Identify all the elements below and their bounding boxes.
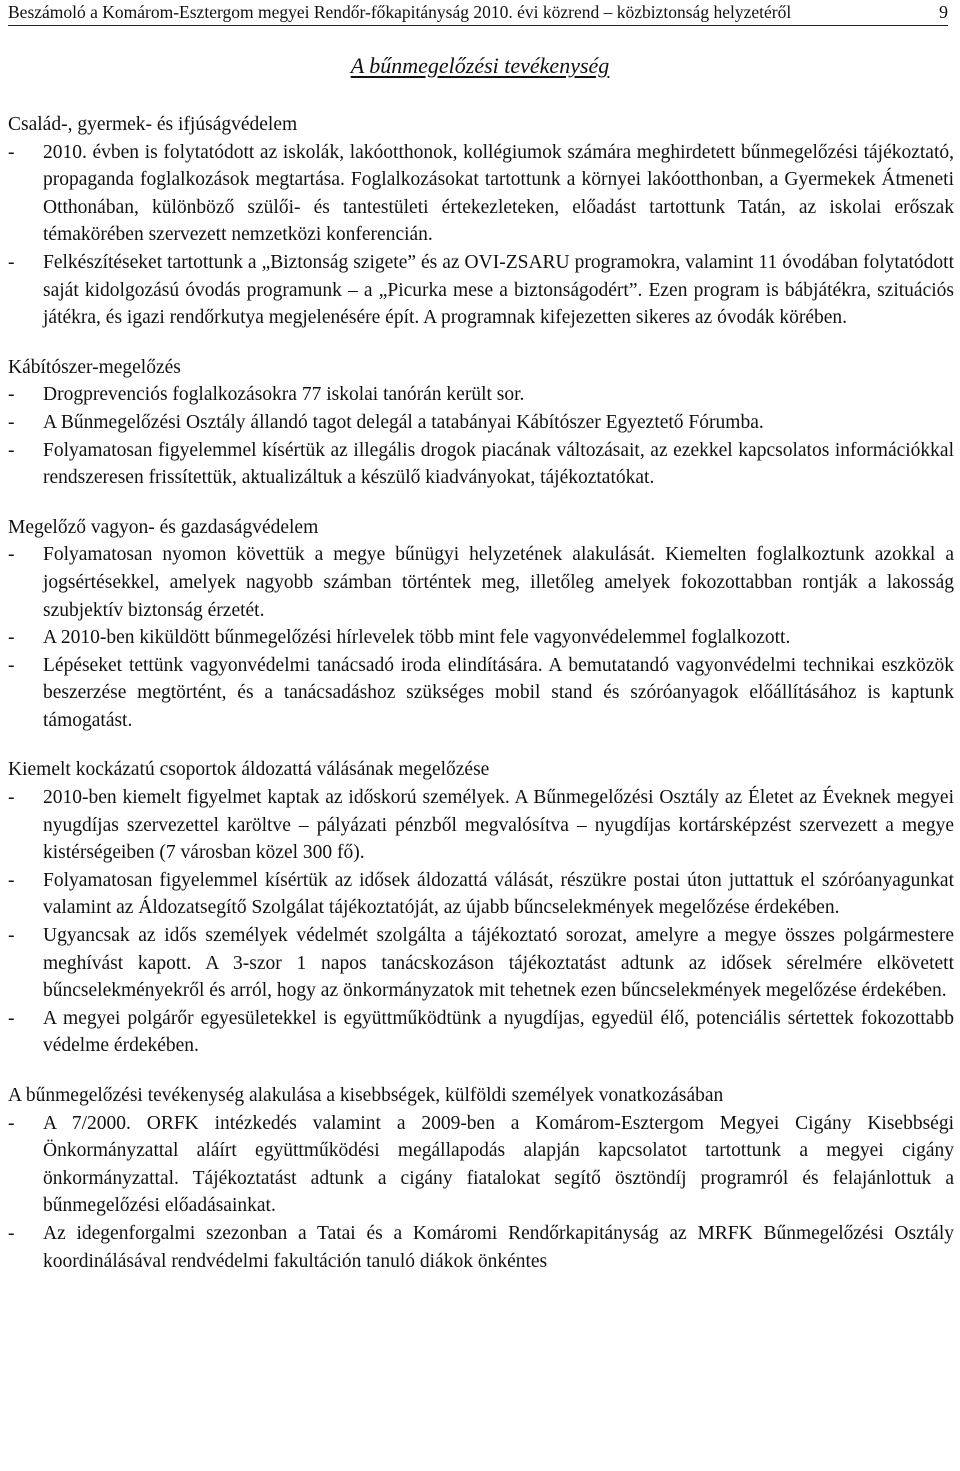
page-number: 9 [939, 2, 948, 22]
list-item [8, 652, 954, 735]
list-item-text: Lépéseket tettünk vagyonvédelmi tanácsadó iroda elindítására. A bemutatandó vagyonvédelmi technikai eszközök beszerzése megtörtént, és a tanácsadáshoz szükséges mobil stand és szóróanyagok előállításához is kaptunk támogatást. [43, 654, 954, 731]
section [8, 111, 954, 332]
section [8, 514, 954, 735]
list-item [8, 922, 954, 1005]
list-item [8, 139, 954, 249]
bullet-dash: - [8, 869, 15, 891]
page-header [8, 1, 948, 25]
list-item-text: Folyamatosan figyelemmel kísértük az idősek áldozattá válását, részükre postai úton juttattuk el szóróanyagunkat valamint az Áldozatsegítő Szolgálat tájékoztatóját, az újabb bűncselekmények megelőzése érdekében. [43, 869, 954, 919]
list-item [8, 541, 954, 624]
section [8, 354, 954, 492]
list-item-text: Drogprevenciós foglalkozásokra 77 iskolai tanórán került sor. [43, 384, 525, 406]
section-title: A bűnmegelőzési tevékenység alakulása a kisebbségek, külföldi személyek vonatkozásában [8, 1085, 724, 1106]
section-title: Család-, gyermek- és ifjúságvédelem [8, 114, 298, 135]
section [8, 1082, 954, 1275]
bullet-dash: - [8, 141, 15, 163]
bullet-dash: - [8, 925, 15, 947]
bullet-dash: - [8, 627, 15, 649]
section-title: Megelőző vagyon- és gazdaságvédelem [8, 516, 319, 538]
list-item-text: A 7/2000. ORFK intézkedés valamint a 2009-ben a Komárom-Esztergom Megyei Cigány Kisebbségi Önkormányzattal aláírt együttműködési megállapodás alapján kapcsolatot tartottunk a megyei cigány önkormányzattal. Tájékoztatást adtunk a cigány fiatalokat segítő ösztöndíj programról és felajánlottuk a bűnmegelőzési előadásainkat. [43, 1112, 954, 1217]
list-item [8, 784, 954, 867]
list-item [8, 381, 954, 409]
bullet-dash: - [8, 384, 15, 406]
list-item-text: 2010-ben kiemelt figyelmet kaptak az időskorú személyek. A Bűnmegelőzési Osztály az Életet az Éveknek megyei nyugdíjas szervezettel karöltve – pályázati pénzből megvalósítva – nyugdíjas kortársképzést szervezett a megye kistérségeiben (7 városban közel 300 fő). [43, 787, 954, 864]
list-item [8, 1220, 954, 1275]
list-item-text: Folyamatosan nyomon követtük a megye bűnügyi helyzetének alakulását. Kiemelten foglalkoztunk azokkal a jogsértésekkel, amelyek nagyobb számban történtek meg, illetőleg amelyek fokozottabban rontják a lakosság szubjektív biztonság érzetét. [43, 544, 954, 621]
bullet-dash: - [8, 1222, 15, 1244]
list-item-text: Folyamatosan figyelemmel kísértük az illegális drogok piacának változásait, az ezekkel kapcsolatos információkkal rendszeresen frissítettük, aktualizáltuk a készülő kiadványokat, tájékoztatókat. [43, 439, 954, 489]
bullet-dash: - [8, 787, 15, 809]
bullet-dash: - [8, 411, 15, 433]
section-title: Kábítószer-megelőzés [8, 356, 181, 378]
list-item [8, 624, 954, 652]
bullet-dash: - [8, 1112, 15, 1134]
bullet-dash: - [8, 654, 15, 676]
chapter-heading [0, 52, 960, 80]
section-title: Kiemelt kockázatú csoportok áldozattá válásának megelőzése [8, 759, 490, 781]
bullet-dash: - [8, 1007, 15, 1029]
bullet-dash: - [8, 251, 15, 273]
document-body [8, 111, 954, 1275]
list-item-text: A megyei polgárőr egyesületekkel is együttműködtünk a nyugdíjas, egyedül élő, potenciális sértettek fokozottabb védelme érdekében. [43, 1007, 954, 1057]
bullet-dash: - [8, 439, 15, 461]
list-item-text: 2010. évben is folytatódott az iskolák, lakóotthonok, kollégiumok számára meghirdetett bűnmegelőzési tájékoztató, propaganda foglalkozások megtartása. Foglalkozásokat tartottunk a környei lakóotthonban, a Gyermekek Átmeneti Otthonában, különböző szülői- és tantestületi értekezleteken, előadást tartottunk Tatán, az iskolai erőszak témakörében szervezett nemzetközi konferencián. [43, 141, 954, 246]
list-item [8, 437, 954, 492]
list-item-text: Ugyancsak az idős személyek védelmét szolgálta a tájékoztató sorozat, amelyre a megye összes polgármestere meghívást kapott. A 3-szor 1 napos tanácskozáson tájékoztatást adtunk az idősek sérelmére elkövetett bűncselekményekről és arról, hogy az önkormányzatok mit tehetnek ezen bűncselekmények megelőzése érdekében. [43, 925, 954, 1002]
list-item [8, 867, 954, 922]
list-item-text: A Bűnmegelőzési Osztály állandó tagot delegál a tatabányai Kábítószer Egyeztető Fórumba. [43, 411, 764, 433]
header-rule [8, 25, 948, 26]
list-item [8, 409, 954, 437]
list-item [8, 1005, 954, 1060]
list-item [8, 1110, 954, 1220]
list-item-text: A 2010-ben kiküldött bűnmegelőzési hírlevelek több mint fele vagyonvédelemmel foglalkozott. [43, 627, 791, 649]
list-item-text: Az idegenforgalmi szezonban a Tatai és a Komáromi Rendőrkapitányság az MRFK Bűnmegelőzési Osztály koordinálásával rendvédelmi fakultáción tanuló diákok önkéntes [43, 1222, 954, 1272]
bullet-dash: - [8, 544, 15, 566]
header-title: Beszámoló a Komárom-Esztergom megyei Rendőr-főkapitányság 2010. évi közrend – közbiztonság helyzetéről [8, 2, 792, 22]
section [8, 756, 954, 1060]
list-item-text: Felkészítéseket tartottunk a „Biztonság szigete” és az OVI-ZSARU programokra, valamint 11 óvodában folytatódott saját kidolgozású óvodás programunk – a „Picurka mese a biztonságodért”. Ezen program is bábjátékra, szituációs játékra, és igazi rendőrkutya megjelenésére épít. A programnak kifejezetten sikeres az óvodák körében. [43, 251, 954, 329]
chapter-title: A bűnmegelőzési tevékenység [350, 53, 610, 78]
list-item [8, 249, 954, 332]
